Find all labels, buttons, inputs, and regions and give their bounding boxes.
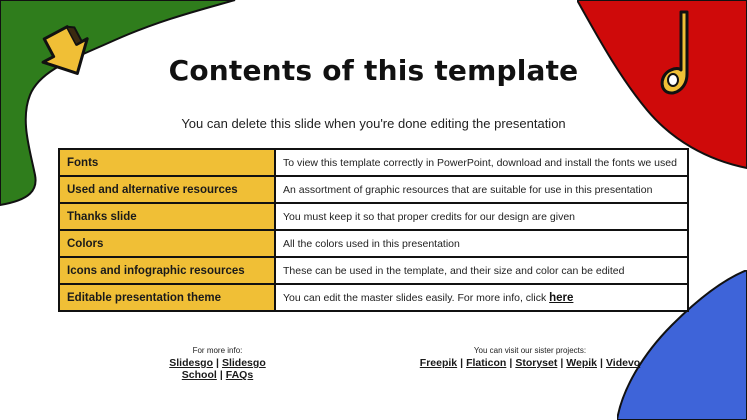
row-key: Icons and infographic resources: [59, 257, 275, 284]
page-title: Contents of this template: [168, 54, 579, 87]
slidesgo-school-link[interactable]: Slidesgo School: [181, 357, 266, 381]
subtitle: You can delete this slide when you're done editing the presentation: [181, 116, 566, 131]
table-row: [59, 257, 688, 284]
table-row: [59, 176, 688, 203]
freepik-link[interactable]: Freepik: [419, 357, 458, 369]
here-link[interactable]: here: [549, 291, 574, 304]
slidesgo-link[interactable]: Slidesgo: [169, 357, 214, 369]
storyset-link[interactable]: Storyset: [515, 357, 558, 369]
table-row: [59, 230, 688, 257]
table-row: [59, 284, 688, 311]
separator: |: [600, 357, 603, 369]
row-key: Colors: [59, 230, 275, 257]
separator: |: [560, 357, 564, 369]
footer-left-caption: For more info:: [192, 346, 243, 355]
row-value: [275, 284, 688, 311]
separator: |: [460, 357, 464, 369]
row-value: You must keep it so that proper credits for our design are given: [275, 203, 688, 230]
row-value: These can be used in the template, and their size and color can be edited: [275, 257, 688, 284]
faqs-link[interactable]: FAQs: [225, 369, 254, 381]
table-row: [59, 149, 688, 176]
row-key: Used and alternative resources: [59, 176, 275, 203]
flaticon-link[interactable]: Flaticon: [466, 357, 507, 369]
footer-right: [416, 346, 644, 369]
videvo-link[interactable]: Videvo: [605, 357, 641, 369]
row-value-text: You can edit the master slides easily. For more info, click: [283, 291, 550, 304]
separator: |: [216, 357, 219, 369]
row-key: Thanks slide: [59, 203, 275, 230]
separator: |: [509, 357, 513, 369]
footer-left: [135, 346, 300, 381]
table-row: [59, 203, 688, 230]
row-value: All the colors used in this presentation: [275, 230, 688, 257]
contents-table: [58, 148, 689, 312]
footer-right-caption: You can visit our sister projects:: [473, 346, 587, 355]
wepik-link[interactable]: Wepik: [566, 357, 598, 369]
row-value: To view this template correctly in PowerPoint, download and install the fonts we used: [275, 149, 688, 176]
separator: |: [219, 369, 223, 381]
row-key: Fonts: [59, 149, 275, 176]
row-key: Editable presentation theme: [59, 284, 275, 311]
row-value: An assortment of graphic resources that are suitable for use in this presentation: [275, 176, 688, 203]
